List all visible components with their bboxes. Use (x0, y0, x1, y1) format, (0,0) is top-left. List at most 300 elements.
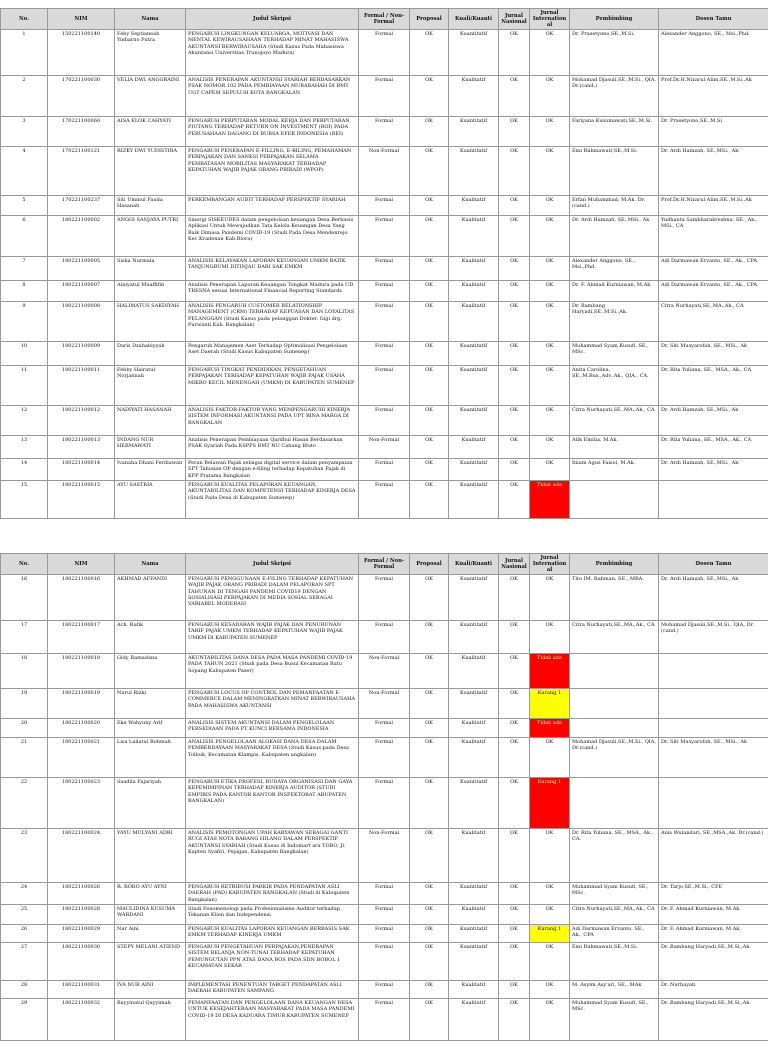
table-cell-nim: 180221100032 (48, 999, 115, 1041)
table-cell-nama: AKHMAD AFFANDI (115, 575, 186, 621)
table-cell-dosen-tamu: Dr. Rita Yuliana, SE., MSA., Ak., CA (659, 436, 768, 459)
table-row (1, 621, 768, 654)
table-cell-dosen-tamu (659, 778, 768, 829)
table-cell-no: 7 (1, 257, 48, 281)
table-cell-no: 10 (1, 342, 48, 366)
table-cell-nama: STEPY MELANI ATIEND (115, 943, 186, 981)
table-row (1, 459, 768, 481)
table-cell-kuali: Kuantitatif (449, 459, 499, 481)
header-no: No. (1, 554, 48, 575)
table-cell-no: 2 (1, 76, 48, 117)
table-cell-nim: 180221100031 (48, 981, 115, 999)
table-row (1, 829, 768, 883)
table-cell-jurnal-nasional: OK (499, 883, 530, 905)
header-jurnal-international: Jurnal International (530, 9, 570, 30)
table-cell-no: 16 (1, 575, 48, 621)
table-cell-pembimbing (570, 481, 659, 519)
table-cell-proposal: OK (410, 216, 449, 257)
table-row (1, 719, 768, 738)
header-pembimbing: Pembimbing (570, 9, 659, 30)
table-cell-jurnal-nasional: OK (499, 366, 530, 406)
table-cell-nama: RIZKY DWI YUDISTIRA (115, 147, 186, 196)
header-judul: Judul Skripsi (186, 554, 359, 575)
table-cell-kuali: Kuantitatif (449, 883, 499, 905)
table-cell-formal: Formal (359, 76, 410, 117)
table-cell-jurnal-international: OK (530, 738, 570, 778)
table-cell-proposal: OK (410, 719, 449, 738)
table-cell-proposal: OK (410, 575, 449, 621)
table-cell-kuali: Kuantitatif (449, 147, 499, 196)
table-cell-nim: 180221100012 (48, 406, 115, 436)
table-cell-kuali: Kualitatif (449, 654, 499, 689)
table-cell-jurnal-nasional: OK (499, 719, 530, 738)
table-cell-formal: Formal (359, 738, 410, 778)
table-cell-nim: 180221100011 (48, 366, 115, 406)
table-cell-kuali: Kualitatif (449, 905, 499, 925)
table-cell-nama: YAYU MULYANI ADRI (115, 829, 186, 883)
table-cell-nim: 180221100016 (48, 575, 115, 621)
table-cell-nama: R. RORO AYU AYNI (115, 883, 186, 905)
table-cell-proposal: OK (410, 196, 449, 216)
table-cell-nim: 170221100121 (48, 147, 115, 196)
table-cell-dosen-tamu: Alexander Anggono, SE., Msi.,Phd. (659, 30, 768, 76)
table-cell-pembimbing: Citra Nurhayati,SE.,MA.,Ak., CA (570, 406, 659, 436)
table-cell-nim: 170221100060 (48, 117, 115, 147)
table-cell-judul: PENGARUH KUALITAS LAPORAN KEUANGAN BERBASIS SAK EMKM TERHADAP KINERJA UMKM (186, 925, 359, 943)
table-cell-jurnal-international: Tidak ada (530, 719, 570, 738)
table-cell-proposal: OK (410, 999, 449, 1041)
table-cell-judul: PEMANFAATAN DAN PENGELOLAAN DANA KEUANGAN DESA UNTUK KESEJAHTERAAN MASYARAKAT PADA MASA PANDEMI COVID-19 DI DESA KADUARA TIMUR KABUPATEN SUMENEP (186, 999, 359, 1041)
table-cell-no: 25 (1, 905, 48, 925)
table-cell-judul: PENGARUH PENGGUNAAN E-FILING TERHADAP KEPATUHAN WAJIB PAJAK ORANG PRIBADI DALAM PELAPORAN SPT TAHUNAN DI TENGAH PANDEMI COVID19 DENGAN SOSIALISASI PERPAJAKAN DI MEDIA SOSIAL SEBAGAI VARIABEL MODERASI (186, 575, 359, 621)
table-cell-judul: PENGARUH KESADARAN WAJIB PAJAK DAN PENURUNAN TARIF PAJAK UMKM TERHADAP KEPATUHAN WAJIB PAJAK UMKM DI KABUPATEN SUMENEP (186, 621, 359, 654)
table-cell-jurnal-international: OK (530, 76, 570, 117)
header-nim: NIM (48, 554, 115, 575)
table-cell-dosen-tamu (659, 719, 768, 738)
table-cell-jurnal-international: OK (530, 216, 570, 257)
table-cell-formal: Formal (359, 481, 410, 519)
table-cell-judul: Pengaruh Manajemen Aset Terhadap Optimalisasi Pengelolaan Aset Daerah (Studi Kasus Kabupaten Sumenep) (186, 342, 359, 366)
table-cell-proposal: OK (410, 257, 449, 281)
table-cell-jurnal-international: OK (530, 281, 570, 302)
skripsi-table-1 (0, 8, 768, 519)
table-row (1, 147, 768, 196)
table-cell-proposal: OK (410, 436, 449, 459)
skripsi-table-2 (0, 553, 768, 1041)
table-cell-formal: Formal (359, 621, 410, 654)
table-cell-formal: Non-Formal (359, 436, 410, 459)
table-cell-jurnal-nasional: OK (499, 905, 530, 925)
table-cell-no: 24 (1, 883, 48, 905)
table-cell-pembimbing: Fariyana Kusumawati,SE.,M.Si. (570, 117, 659, 147)
table-cell-nim: 170221100030 (48, 76, 115, 117)
table-cell-nama: Eka Wahyuny Arif (115, 719, 186, 738)
table-cell-formal: Formal (359, 117, 410, 147)
table-cell-judul: PENGARUH LINGKUNGAN KELUARGA, MOTIVASI DAN MENTAL KEWIRAUSAHAAN TERHADAP MINAT MAHASISWA AKUNTANSI BERWIRAUSAHA (Studi Kasus Pada Mahasiswa Akuntansi Universitas Trunojoyo Madura) (186, 30, 359, 76)
table-cell-pembimbing (570, 778, 659, 829)
table-cell-formal: Formal (359, 30, 410, 76)
table-cell-jurnal-nasional: OK (499, 147, 530, 196)
table-cell-nama: IVA NUR AINI (115, 981, 186, 999)
table-cell-pembimbing: Muhammad Syam Kusufi, SE., MSc. (570, 999, 659, 1041)
table-cell-dosen-tamu: Dr. Bambang Haryadi,SE.,M.Si.,Ak. (659, 943, 768, 981)
table-cell-dosen-tamu: Dr. Bambang Haryadi,SE.,M.Si.,Ak. (659, 999, 768, 1041)
table-cell-jurnal-international: OK (530, 147, 570, 196)
table-cell-formal: Formal (359, 575, 410, 621)
table-cell-no: 11 (1, 366, 48, 406)
table-cell-jurnal-nasional: OK (499, 117, 530, 147)
table-cell-nim: 180221100014 (48, 459, 115, 481)
table-cell-no: 18 (1, 654, 48, 689)
table-page-1 (0, 8, 768, 519)
table-cell-nim: 180221100008 (48, 302, 115, 342)
table-cell-jurnal-international: OK (530, 621, 570, 654)
table-cell-kuali: Kualitatif (449, 436, 499, 459)
table-cell-kuali: Kuantitatif (449, 342, 499, 366)
table-cell-proposal: OK (410, 738, 449, 778)
table-cell-judul: PENGARUH LOCUS OF CONTROL DAN PEMANFAATAN E-COMMERCE DALAM MENINGKATKAN MINAT BERWIRAUSAHA PADA MAHASISWA AKUNTANSI (186, 689, 359, 719)
table-cell-formal: Formal (359, 196, 410, 216)
table-cell-no: 28 (1, 981, 48, 999)
table-cell-judul: PENGARUH PENERAPAN E-FILLING, E-BILING, PEMAHAMAN PERPAJAKAN DAN SANKSI PERPAJAKAN SELAMA PEMBATASAN MOBILITAS MASYARAKAT TERHADAP KEPATUHAN WAJIB PAJAK ORANG PRIBADI (WPOP) (186, 147, 359, 196)
table-cell-dosen-tamu: Dr. Siti Musyarofah, SE., MSi., Ak (659, 342, 768, 366)
table-cell-proposal: OK (410, 689, 449, 719)
table-cell-jurnal-nasional: OK (499, 459, 530, 481)
table-cell-proposal: OK (410, 778, 449, 829)
table-cell-kuali: Kualitatif (449, 999, 499, 1041)
table-cell-judul: Sinergi SISKEUDES dalam pengelolaan keuangan Desa Berbasis Aplikasi Untuk Mewujudkan Tata Kelola Keuangan Desa Yang Baik Dimasa Pandemi COVID-19 (Studi Pada Desa Mendenrejo Kec.Kradenan Kab.Blora) (186, 216, 359, 257)
table-cell-proposal: OK (410, 366, 449, 406)
table-row (1, 366, 768, 406)
table-cell-kuali: Kuantitatif (449, 689, 499, 719)
header-nama: Nama (115, 554, 186, 575)
table-cell-nama: Ainiyatul Muaffifin (115, 281, 186, 302)
table-cell-kuali: Kuantitatif (449, 778, 499, 829)
table-cell-judul: PENGARUH PERPUTARAN MODAL KERJA DAN PERPUTARAN PIUTANG TERHADAP RETURN ON INVESTMENT (ROI) PADA PERUSAHAAN DAGANG DI BURSA EFEK INDONESIA (BEI) (186, 117, 359, 147)
table-cell-nama: Ivanaha Dhani Ferdiawan (115, 459, 186, 481)
table-cell-pembimbing: Muhammad Syam Kusufi, SE., MSc. (570, 883, 659, 905)
table-cell-nim: 180221100024 (48, 829, 115, 883)
table-cell-jurnal-international: OK (530, 883, 570, 905)
table-cell-no: 3 (1, 117, 48, 147)
table-cell-formal: Non-Formal (359, 829, 410, 883)
table-cell-judul: PENGARUH TINGKAT PENDIDIKAN, PENGETAHUAN PERPAJAKAN TERHADAP KEPATUHAN WAJIB PAJAK USAHA MIKRO KECIL MENENGAH (UMKM) DI KABUPATEN SUMENEP (186, 366, 359, 406)
table-cell-nama: Saadila Fajariyah (115, 778, 186, 829)
table-cell-no: 1 (1, 30, 48, 76)
table-cell-proposal: OK (410, 302, 449, 342)
table-cell-no: 12 (1, 406, 48, 436)
table-cell-judul: PENGARUH ETIKA PROFESI, BUDAYA ORGANISASI DAN GAYA KEPEMIMPINAN TERHADAP KINERJA AUDITOR (STUDI EMPIRIS PADA KANTOR KANTOR INSPEKTORAT ABUPATEN BANGKALAN) (186, 778, 359, 829)
table-cell-jurnal-nasional: OK (499, 738, 530, 778)
table-cell-kuali: Kuantitatif (449, 481, 499, 519)
table-cell-no: 9 (1, 302, 48, 342)
table-cell-pembimbing: Mohamad Djasuli,SE.,M.Si., QIA, Dr.(cand.) (570, 738, 659, 778)
table-cell-proposal: OK (410, 943, 449, 981)
table-cell-dosen-tamu (659, 689, 768, 719)
table-cell-kuali: Kualitatif (449, 719, 499, 738)
table-cell-jurnal-nasional: OK (499, 981, 530, 999)
table-cell-formal: Formal (359, 406, 410, 436)
table-cell-nama: AYU SASTRIA (115, 481, 186, 519)
table-cell-jurnal-international: OK (530, 981, 570, 999)
table-cell-formal: Formal (359, 459, 410, 481)
table-cell-proposal: OK (410, 117, 449, 147)
table-cell-jurnal-international: OK (530, 406, 570, 436)
table-row (1, 778, 768, 829)
table-cell-nim: 170221100237 (48, 196, 115, 216)
table-cell-proposal: OK (410, 883, 449, 905)
table-cell-formal: Formal (359, 778, 410, 829)
table-cell-no: 4 (1, 147, 48, 196)
table-cell-dosen-tamu: Dr. F. Ahmad Kurniawan, M.Ak. (659, 925, 768, 943)
table-cell-dosen-tamu: Mohamad Djasuli,SE.,M.Si., QIA, Dr.(cand.) (659, 621, 768, 654)
table-cell-judul: ANALISIS FAKTOR-FAKTOR YANG MEMPENGARUHI KINERJA SISTEM INFORMASI AKUNTANSI PADA UPT BINA MARGA DI BANGKALAN (186, 406, 359, 436)
table-cell-jurnal-nasional: OK (499, 778, 530, 829)
table-cell-jurnal-nasional: OK (499, 621, 530, 654)
table-cell-jurnal-international: OK (530, 436, 570, 459)
header-formal: Formal / Non-Formal (359, 9, 410, 30)
table-cell-jurnal-nasional: OK (499, 342, 530, 366)
table-cell-formal: Formal (359, 943, 410, 981)
table-cell-jurnal-nasional: OK (499, 406, 530, 436)
table-cell-jurnal-nasional: OK (499, 689, 530, 719)
table-cell-judul: Studi Fenomenologi pada Profesionalisme Auditor terhadap Tekanan Klien dan Independensi (186, 905, 359, 925)
table-cell-no: 6 (1, 216, 48, 257)
table-cell-formal: Non-Formal (359, 689, 410, 719)
table-cell-jurnal-international: OK (530, 829, 570, 883)
table-cell-pembimbing: Mohamad Djasuli,SE.,M.Si., QIA, Dr.(cand.) (570, 76, 659, 117)
table-row (1, 905, 768, 925)
table-cell-proposal: OK (410, 459, 449, 481)
table-cell-judul: ANALISIS SISTEM AKUNTANSI DALAM PENGELOLAAN PERSEDIAAN PADA PT KUNCI BERSAMA INDONESIA (186, 719, 359, 738)
table-row (1, 302, 768, 342)
table-cell-nama: Nur Aini (115, 925, 186, 943)
table-cell-judul: PERKEMBANGAN AUDIT TERHADAP PERSPEKTIF SYARIAH (186, 196, 359, 216)
table-cell-dosen-tamu (659, 481, 768, 519)
table-cell-kuali: Kualitatif (449, 281, 499, 302)
table-cell-pembimbing: Anita Carolina, SE.,M.Bus.,Adv.,Ak., QIA., CA. (570, 366, 659, 406)
header-kuali: Kuali/Kuanti (449, 554, 499, 575)
table-cell-formal: Non-Formal (359, 654, 410, 689)
table-cell-nim: 180221100019 (48, 689, 115, 719)
table-cell-judul: Analisis Penerapan Pembiayaan Qardhul Hasan Berdasarkan PSAK Syariah Pada KSPPS BMT NU Cabang Bluto (186, 436, 359, 459)
table-row (1, 216, 768, 257)
header-kuali: Kuali/Kuanti (449, 9, 499, 30)
table-row (1, 481, 768, 519)
table-cell-dosen-tamu: Citra Nurhayati,SE.,MA.,Ak., CA (659, 302, 768, 342)
table-cell-proposal: OK (410, 30, 449, 76)
table-cell-judul: ANALISIS PEMOTONGAN UPAH KARYAWAN SEBAGAI GANTI RUGI ATAS NOTA BARANG HILANG DALAM PERSPEKTIF AKUNTANSI SYARIAH (Studi Kasus di Indomart ara TOBO, Jl. Kapten Syafiri, Pejagan, Kabupaten Bangkalan) (186, 829, 359, 883)
table-cell-jurnal-nasional: OK (499, 257, 530, 281)
table-cell-nim: 180221100023 (48, 778, 115, 829)
table-cell-nim: 180221100009 (48, 342, 115, 366)
table-cell-nim: 180221100007 (48, 281, 115, 302)
table-row (1, 738, 768, 778)
table-cell-nama: ANGGI SANJAYA PUTRI (115, 216, 186, 257)
table-cell-kuali: Kuantitatif (449, 117, 499, 147)
table-cell-proposal: OK (410, 829, 449, 883)
table-cell-nim: 180221100018 (48, 654, 115, 689)
table-cell-formal: Formal (359, 342, 410, 366)
table-cell-formal: Non-Formal (359, 147, 410, 196)
table-cell-nim: 180221100026 (48, 883, 115, 905)
table-cell-pembimbing: Imam Agus Faisol, M.Ak. (570, 459, 659, 481)
table-cell-pembimbing (570, 689, 659, 719)
table-cell-dosen-tamu: Prof.Dr.H.Nizarul Alim,SE.,M.Si.,Ak (659, 196, 768, 216)
table-cell-jurnal-international: Tidak ada (530, 654, 570, 689)
table-cell-pembimbing (570, 719, 659, 738)
table-cell-nama: Feby Septianeah Yudiarno Putra (115, 30, 186, 76)
header-proposal: Proposal (410, 9, 449, 30)
table-cell-judul: PENGARUH PENGETAHUAN PERPAJAKAN,PENERAPAN SISTEM BELANJA NON-TUNAI TERHADAP KEPATUHAN PEMUNGUTAN PPN ATAS DANA BOS PADA SDN BOBOL 1 KECAMATAN SEKAR (186, 943, 359, 981)
table-cell-jurnal-nasional: OK (499, 76, 530, 117)
table-cell-pembimbing: Erfan Muhammad, M.Ak. Dr.(cand.) (570, 196, 659, 216)
table-cell-jurnal-nasional: OK (499, 216, 530, 257)
table-cell-no: 5 (1, 196, 48, 216)
table-row (1, 196, 768, 216)
table-cell-pembimbing: Emi Rahmawati,SE.,M.Si. (570, 147, 659, 196)
table-cell-judul: PENGARUH RETRIBUSI PARKIR PADA PENDAPATAN ASLI DAERAH (PAD) KABUPATEN BANGKALAN (Studi di Kabupaten Bangkalan) (186, 883, 359, 905)
table-cell-dosen-tamu: Anis Wulandari, SE.,MSA.,Ak. Dr.(cand.) (659, 829, 768, 883)
table-cell-jurnal-international: OK (530, 117, 570, 147)
table-cell-kuali: Kualitatif (449, 738, 499, 778)
table-cell-nim: 180221100015 (48, 481, 115, 519)
table-cell-pembimbing: Dr. Prasetyono,SE.,M.Si. (570, 30, 659, 76)
table-cell-nim: 180221100020 (48, 719, 115, 738)
table-cell-jurnal-international: OK (530, 459, 570, 481)
table-cell-nim: 180221100013 (48, 436, 115, 459)
table-cell-pembimbing: Muhammad Syam Kusufi, SE., MSc. (570, 342, 659, 366)
table-row (1, 925, 768, 943)
table-cell-formal: Formal (359, 216, 410, 257)
table-cell-no: 26 (1, 925, 48, 943)
header-formal: Formal / Non-Formal (359, 554, 410, 575)
table-row (1, 999, 768, 1041)
table-cell-jurnal-international: OK (530, 999, 570, 1041)
table-cell-dosen-tamu: Dr. Ardi Hamzah, SE.,MSi., Ak (659, 147, 768, 196)
header-dosen-tamu: Dosen Tamu (659, 9, 768, 30)
table-cell-kuali: Kualitatif (449, 981, 499, 999)
table-cell-kuali: Kualitatif (449, 257, 499, 281)
table-row (1, 943, 768, 981)
table-cell-dosen-tamu: Dr. Rita Yuliana, SE., MSA., Ak., CA (659, 366, 768, 406)
table-cell-dosen-tamu: Dr. Tarjo,SE.,M.Si., CFE (659, 883, 768, 905)
table-cell-dosen-tamu: Prof.Dr.H.Nizarul Alim,SE.,M.Si.,Ak (659, 76, 768, 117)
table-cell-kuali: Kualitatif (449, 829, 499, 883)
table-cell-jurnal-nasional: OK (499, 999, 530, 1041)
table-cell-nim: 180221100030 (48, 943, 115, 981)
table-cell-nama: Bayyinatul Qayyimah (115, 999, 186, 1041)
table-cell-dosen-tamu: Dr. Nurhayati (659, 981, 768, 999)
table-page-2 (0, 553, 768, 1041)
table-cell-proposal: OK (410, 281, 449, 302)
table-cell-kuali: Kuantitatif (449, 925, 499, 943)
table-cell-proposal: OK (410, 147, 449, 196)
table-row (1, 342, 768, 366)
table-cell-kuali: Kualitatif (449, 302, 499, 342)
header-proposal: Proposal (410, 554, 449, 575)
header-jurnal-nasional: Jurnal Nasional (499, 554, 530, 575)
table-cell-judul: IMPLEMENTASI PENENTUAN TARGET PENDAPATAN ASLI DAERAH KABUPATEN SAMPANG (186, 981, 359, 999)
header-nim: NIM (48, 9, 115, 30)
table-cell-judul: Peran Relawan Pajak sebagai digital service dalam penyampaian SPT Tahunan OP dengan e-filing terhadap Kepatuhan Pajak di KPP Pratama Bangkalan (186, 459, 359, 481)
table-cell-jurnal-international: Tidak ada (530, 481, 570, 519)
table-cell-pembimbing: Citra Nurhayati,SE.,MA.,Ak., CA (570, 621, 659, 654)
table-cell-nim: 180221100002 (48, 216, 115, 257)
table-cell-dosen-tamu: Yudhanta Sambharakreshna, SE., Ak., MSi., CA (659, 216, 768, 257)
table-cell-formal: Formal (359, 999, 410, 1041)
table-cell-proposal: OK (410, 621, 449, 654)
table-cell-judul: Analisis Penerapan Laporan Keuangan Tongkat Madura pada UD. TRESNA sesuai International Financial Reporting Standards (186, 281, 359, 302)
table-cell-nama: INDANG NUR HERMAWATI (115, 436, 186, 459)
header-jurnal-international: Jurnal International (530, 554, 570, 575)
header-judul: Judul Skripsi (186, 9, 359, 30)
table-row (1, 689, 768, 719)
table-cell-no: 29 (1, 999, 48, 1041)
table-cell-jurnal-international: Kurang 1 (530, 925, 570, 943)
table-cell-pembimbing: Dr. Bambang Haryadi,SE.,M.Si.,Ak. (570, 302, 659, 342)
header-dosen-tamu: Dosen Tamu (659, 554, 768, 575)
table-cell-jurnal-nasional: OK (499, 281, 530, 302)
table-cell-jurnal-international: OK (530, 257, 570, 281)
table-cell-nama: Febby Hairatul Norjannah (115, 366, 186, 406)
table-cell-nim: 150221100140 (48, 30, 115, 76)
table-cell-jurnal-international: OK (530, 196, 570, 216)
table-cell-kuali: Kualitatif (449, 76, 499, 117)
table-cell-nama: Siti Ummul Fauda Hasanah (115, 196, 186, 216)
table-row (1, 117, 768, 147)
table-cell-no: 23 (1, 829, 48, 883)
table-cell-no: 22 (1, 778, 48, 829)
table-cell-formal: Formal (359, 905, 410, 925)
table-cell-judul: AKUNTABILITAS DANA DESA PADA MASA PANDEMI COVID-19 PADA TAHUN 2021 (Studi pada Desa Busui Kecamatan Batu Sopang Kabupaten Paser) (186, 654, 359, 689)
table-cell-dosen-tamu: Dr. Ardi Hamzah, SE.,MSi., Ak (659, 575, 768, 621)
table-row (1, 30, 768, 76)
table-row (1, 654, 768, 689)
table-cell-proposal: OK (410, 905, 449, 925)
table-cell-judul: ANALISIS PENERAPAN AKUNTANSI SYARIAH BERDASARKAN PSAK NOMOR.102 PADA PEMBIAYAAN MURABAHAH DI BMT UGT CAPEM SEPULUH KOTA BANGKALAN (186, 76, 359, 117)
table-cell-pembimbing (570, 654, 659, 689)
table-cell-nama: NADIYATI HASANAH (115, 406, 186, 436)
table-cell-dosen-tamu: Dr. F. Ahmad Kurniawan, M.Ak. (659, 905, 768, 925)
table-cell-kuali: Kuantitatif (449, 366, 499, 406)
table-cell-nim: 180221100021 (48, 738, 115, 778)
table-cell-jurnal-nasional: OK (499, 654, 530, 689)
table-cell-formal: Formal (359, 366, 410, 406)
table-cell-jurnal-nasional: OK (499, 925, 530, 943)
table-cell-jurnal-nasional: OK (499, 481, 530, 519)
table-cell-kuali: Kualitatif (449, 196, 499, 216)
table-cell-no: 14 (1, 459, 48, 481)
table-cell-jurnal-international: OK (530, 575, 570, 621)
table-cell-pembimbing: Dr. F. Ahmad Kurniawan, M.Ak. (570, 281, 659, 302)
table-cell-formal: Formal (359, 883, 410, 905)
table-cell-judul: ANALISIS PENGELOLAAN ALOKASI DANA DESA DALAM PEMBERDAYAAN MASYARAKAT DESA (Studi Kasus pada Desa Tolbuk, Kecamatan Klampis, Kabupaten angkalan) (186, 738, 359, 778)
table-cell-kuali: Kualitatif (449, 216, 499, 257)
header-jurnal-nasional: Jurnal Nasional (499, 9, 530, 30)
table-cell-nim: 180221100029 (48, 925, 115, 943)
header-nama: Nama (115, 9, 186, 30)
table-cell-proposal: OK (410, 654, 449, 689)
header-row (1, 9, 768, 30)
table-cell-kuali: Kuantitatif (449, 621, 499, 654)
table-cell-kuali: Kuantitatif (449, 406, 499, 436)
table-row (1, 406, 768, 436)
table-cell-proposal: OK (410, 981, 449, 999)
table-cell-jurnal-nasional: OK (499, 302, 530, 342)
header-row (1, 554, 768, 575)
table-cell-proposal: OK (410, 406, 449, 436)
